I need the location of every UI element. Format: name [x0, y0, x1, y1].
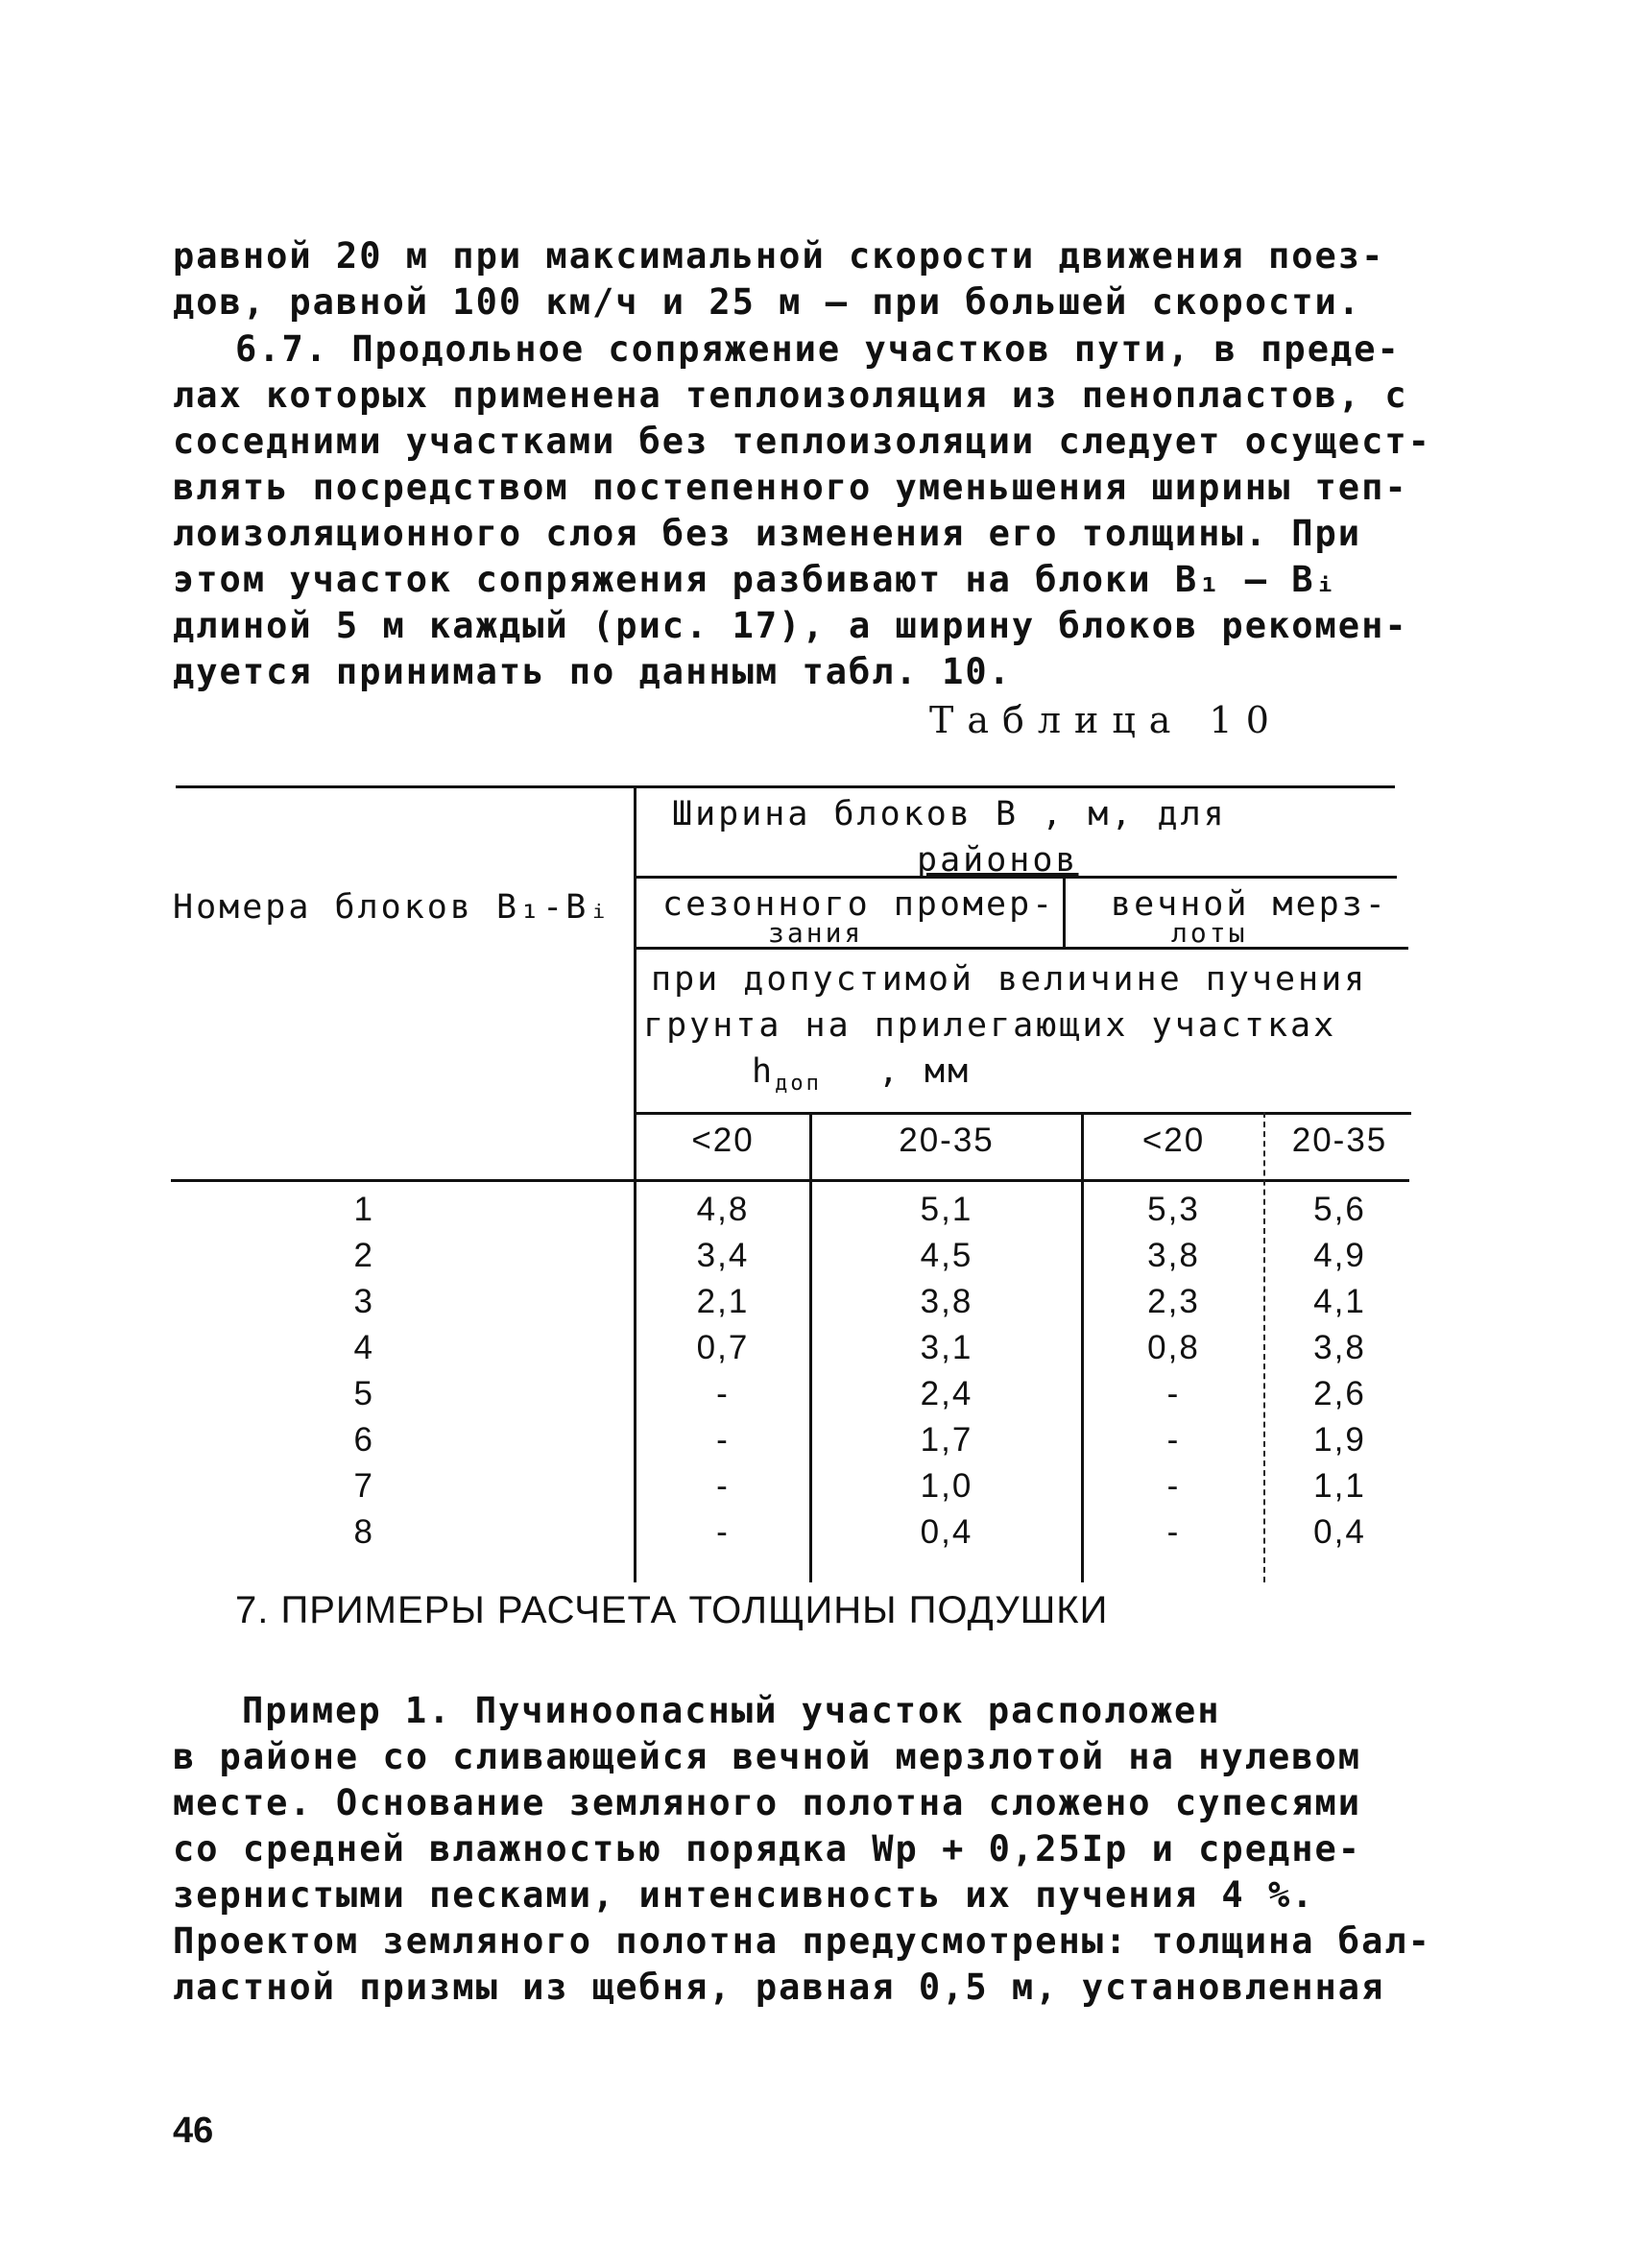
- table-cell: -: [716, 1375, 730, 1412]
- table-cell: 3,8: [920, 1283, 973, 1320]
- table-cell: 5,6: [1313, 1191, 1366, 1228]
- text-line: лах которых применена теплоизоляция из пенопластов, с: [173, 374, 1408, 416]
- text-line: влять посредством постепенного уменьшения ширины теп-: [173, 467, 1408, 508]
- table-row-number: 2: [353, 1237, 374, 1274]
- text-line: дов, равной 100 км/ч и 25 м – при большей скорости.: [173, 281, 1362, 323]
- text-line: в районе со сливающейся вечной мерзлотой на нулевом: [173, 1736, 1362, 1777]
- heave-symbol: [752, 1052, 971, 1096]
- row-header: Номера блоков B₁-Bᵢ: [173, 888, 612, 927]
- text-line: равной 20 м при максимальной скорости движения поез-: [173, 235, 1385, 277]
- table-rule-regions: [634, 947, 1408, 950]
- table-row-number: 6: [353, 1421, 374, 1459]
- table-cell: 0,7: [696, 1329, 750, 1366]
- table-caption: Таблица 10: [929, 699, 1283, 741]
- table-cell: 1,9: [1313, 1421, 1366, 1459]
- width-header: Ширина блоков B , м, для: [672, 795, 1227, 833]
- col-header: 20-35: [899, 1122, 995, 1159]
- table-cell: 3,8: [1147, 1237, 1200, 1274]
- table-row-number: 4: [353, 1329, 374, 1366]
- table-cell: 0,8: [1147, 1329, 1200, 1366]
- heave-symbol-subscript: доп: [775, 1072, 822, 1096]
- text-line: длиной 5 м каждый (рис. 17), а ширину блоков рекомен-: [173, 605, 1408, 646]
- table-cell: 4,5: [920, 1237, 973, 1274]
- table-row-number: 7: [353, 1467, 374, 1505]
- text-line: соседними участками без теплоизоляции следует осущест-: [173, 421, 1431, 462]
- table-cell: 3,1: [920, 1329, 973, 1366]
- table-vline-regions: [1063, 876, 1066, 947]
- table-cell: 1,7: [920, 1421, 973, 1459]
- table-cell: 0,4: [1313, 1513, 1366, 1551]
- table-cell: -: [1166, 1467, 1181, 1505]
- table-cell: -: [1166, 1375, 1181, 1412]
- table-cell: 2,6: [1313, 1375, 1366, 1412]
- table-cell: 4,9: [1313, 1237, 1366, 1274]
- paragraph-continuation: [173, 233, 1440, 326]
- text-line: месте. Основание земляного полотна сложено супесями: [173, 1782, 1362, 1823]
- table-cell: 3,8: [1313, 1329, 1366, 1366]
- seasonal-header: сезонного промер-: [662, 885, 1056, 924]
- width-header-regions: районов: [917, 841, 1079, 880]
- permafrost-header-2: лоты: [1171, 917, 1248, 949]
- heave-header-line1: при допустимой величине пучения: [651, 960, 1368, 999]
- text-line: лоизоляционного слоя без изменения его толщины. При: [173, 513, 1362, 554]
- col-header: 20-35: [1291, 1122, 1388, 1159]
- heave-unit: , мм: [877, 1052, 972, 1091]
- table-cell: 4,1: [1313, 1283, 1366, 1320]
- table-rule-heave: [634, 1112, 1411, 1115]
- permafrost-header: вечной мерз-: [1111, 885, 1388, 924]
- table-header-bottom-rule: [171, 1179, 1409, 1182]
- page-number: 46: [173, 2111, 214, 2151]
- example-1-paragraph: [173, 1688, 1440, 2011]
- heave-header-line2: грунта на прилегающих участках: [643, 1006, 1337, 1045]
- text-line: Пример 1. Пучиноопасный участок расположен: [242, 1690, 1221, 1731]
- heave-symbol-letter: h: [752, 1052, 776, 1091]
- table-cell: 2,1: [696, 1283, 750, 1320]
- table-cell: 4,8: [696, 1191, 750, 1228]
- section-title: 7. ПРИМЕРЫ РАСЧЕТА ТОЛЩИНЫ ПОДУШКИ: [235, 1589, 1109, 1631]
- table-vline-first: [634, 785, 636, 1582]
- table-cell: -: [1166, 1421, 1181, 1459]
- text-line: дуется принимать по данным табл. 10.: [173, 651, 1012, 692]
- text-line: Проектом земляного полотна предусмотрены: толщина бал-: [173, 1920, 1431, 1962]
- text-line: этом участок сопряжения разбивают на блоки B₁ – Bᵢ: [173, 559, 1338, 600]
- table-cell: 1,1: [1313, 1467, 1366, 1505]
- text-line: зернистыми песками, интенсивность их пучения 4 %.: [173, 1874, 1315, 1916]
- table-cell: -: [716, 1421, 730, 1459]
- table-cell: 5,3: [1147, 1191, 1200, 1228]
- text-line: со средней влажностью порядка Wp + 0,25Ip и средне-: [173, 1828, 1362, 1870]
- seasonal-header-2: зания: [768, 917, 864, 949]
- table-cell: 5,1: [920, 1191, 973, 1228]
- col-header: <20: [691, 1122, 755, 1159]
- table-row-number: 3: [353, 1283, 374, 1320]
- table-cell: 2,4: [920, 1375, 973, 1412]
- table-row-number: 5: [353, 1375, 374, 1412]
- text-line: ластной призмы из щебня, равная 0,5 м, установленная: [173, 1966, 1385, 2008]
- table-cell: 3,4: [696, 1237, 750, 1274]
- table-top-rule: [176, 785, 1395, 788]
- table-cell: 0,4: [920, 1513, 973, 1551]
- col-header: <20: [1141, 1122, 1206, 1159]
- table-cell: 1,0: [920, 1467, 973, 1505]
- table-cell: -: [1166, 1513, 1181, 1551]
- table-row-number: 1: [353, 1191, 374, 1228]
- paragraph-6-7: [173, 326, 1440, 695]
- text-line: 6.7. Продольное сопряжение участков пути, в преде-: [235, 328, 1401, 370]
- table-cell: -: [716, 1467, 730, 1505]
- table-cell: 2,3: [1147, 1283, 1200, 1320]
- table-row-number: 8: [353, 1513, 374, 1551]
- table-cell: -: [716, 1513, 730, 1551]
